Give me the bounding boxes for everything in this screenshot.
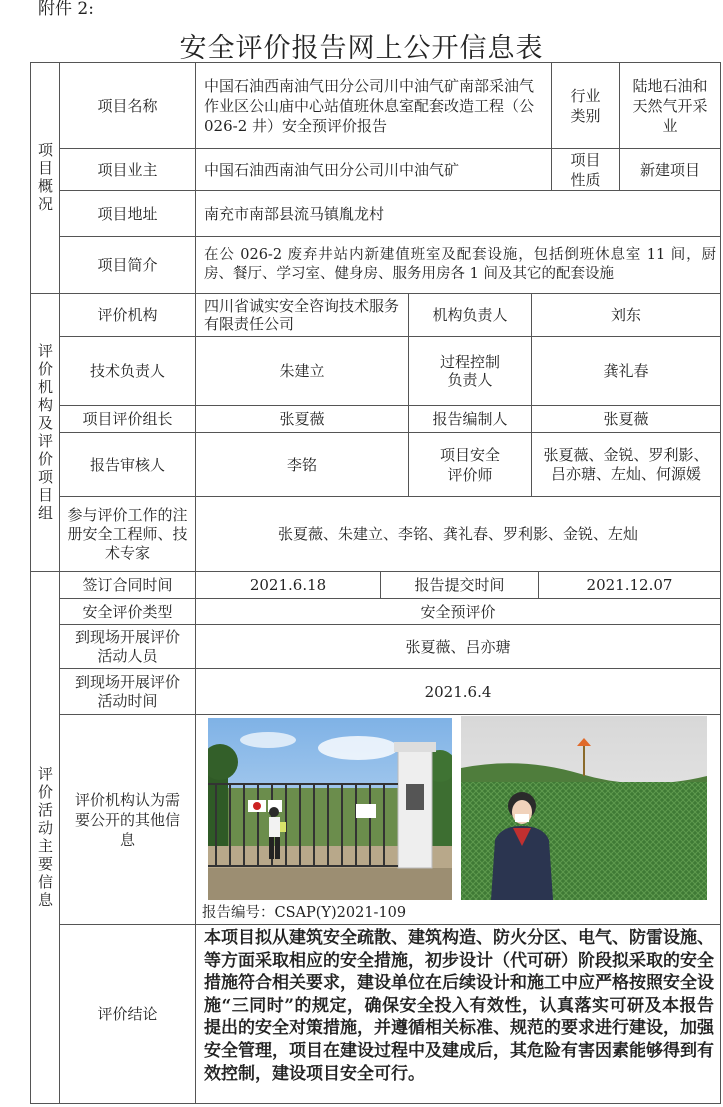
process-control-label: 过程控制负责人	[408, 336, 531, 405]
project-intro-value: 在公 026-2 废弃井站内新建值班室及配套设施，包括倒班休息室 11 间，厨房、餐厅、学习室、健身房、服务用房各 1 间及其它的配套设施	[195, 236, 720, 293]
submit-date-value: 2021.12.07	[538, 571, 720, 598]
project-name-label: 项目名称	[59, 62, 195, 148]
conclusion-label: 评价结论	[59, 924, 195, 1103]
site-staff-label: 到现场开展评价活动人员	[59, 624, 195, 668]
project-address-label: 项目地址	[59, 190, 195, 236]
report-reviewer-value: 李铭	[195, 432, 408, 496]
page-title: 安全评价报告网上公开信息表	[179, 33, 544, 64]
report-writer-label: 报告编制人	[408, 405, 531, 432]
participants-label: 参与评价工作的注册安全工程师、技术专家	[59, 496, 195, 571]
participants-value: 张夏薇、朱建立、李铭、龚礼春、罗利影、金锐、左灿	[195, 496, 720, 571]
project-nature-value: 新建项目	[619, 148, 720, 190]
contract-date-label: 签订合同时间	[59, 571, 195, 598]
tech-head-label: 技术负责人	[59, 336, 195, 405]
evaluation-type-value: 安全预评价	[195, 598, 720, 624]
industry-value: 陆地石油和天然气开采业	[619, 62, 720, 148]
agency-head-value: 刘东	[531, 293, 720, 336]
agency-org-label: 评价机构	[59, 293, 195, 336]
site-date-value: 2021.6.4	[195, 668, 720, 714]
site-photo-gate	[208, 718, 452, 900]
report-number: 报告编号：CSAP(Y)2021-109	[202, 905, 407, 921]
project-owner-label: 项目业主	[59, 148, 195, 190]
evaluation-type-label: 安全评价类型	[59, 598, 195, 624]
project-nature-label: 项目性质	[551, 148, 619, 190]
section-activities-label: 评价活动主要信息	[30, 571, 59, 1103]
tech-head-value: 朱建立	[195, 336, 408, 405]
table-border-right	[720, 62, 721, 1103]
team-leader-label: 项目评价组长	[59, 405, 195, 432]
agency-head-label: 机构负责人	[408, 293, 531, 336]
safety-evaluator-label: 项目安全评价师	[408, 432, 531, 496]
conclusion-value: 本项目拟从建筑安全疏散、建筑构造、防火分区、电气、防雷设施、等方面采取相应的安全措施，初步设计（代可研）阶段拟采取的安全措施符合相关要求，建设单位在后续设计和施工中应严格按照安全设施“三同时”的规定，确保安全投入有效性，认真落实可研及本报告提出的安全对策措施，并遵循相关标准、规范的要求进行建设，加强安全管理，项目在建设过程中及建成后，其危险有害因素能够得到有效控制，建设项目安全可行。	[195, 924, 720, 1103]
section-overview-label: 项目概况	[30, 62, 59, 293]
contract-date-value: 2021.6.18	[195, 571, 380, 598]
submit-date-label: 报告提交时间	[380, 571, 538, 598]
site-photo-person	[461, 716, 707, 900]
process-control-value: 龚礼春	[531, 336, 720, 405]
other-info-label: 评价机构认为需要公开的其他信息	[59, 714, 195, 924]
report-writer-value: 张夏薇	[531, 405, 720, 432]
project-name-value: 中国石油西南油气田分公司川中油气矿南部采油气作业区公山庙中心站值班休息室配套改造工程（公 026-2 井）安全预评价报告	[195, 62, 551, 148]
site-date-label: 到现场开展评价活动时间	[59, 668, 195, 714]
table-border-bottom	[30, 1103, 721, 1104]
safety-evaluator-value: 张夏薇、金锐、罗利影、吕亦瑭、左灿、何源媛	[531, 432, 720, 496]
site-staff-value: 张夏薇、吕亦瑭	[195, 624, 720, 668]
project-intro-label: 项目简介	[59, 236, 195, 293]
team-leader-value: 张夏薇	[195, 405, 408, 432]
report-reviewer-label: 报告审核人	[59, 432, 195, 496]
section-agency-label: 评价机构及评价项目组	[30, 293, 59, 571]
agency-org-value: 四川省诚实安全咨询技术服务有限责任公司	[195, 293, 408, 336]
industry-label: 行业类别	[551, 62, 619, 148]
annex-label: 附件 2:	[38, 0, 94, 19]
project-address-value: 南充市南部县流马镇胤龙村	[195, 190, 720, 236]
project-owner-value: 中国石油西南油气田分公司川中油气矿	[195, 148, 551, 190]
